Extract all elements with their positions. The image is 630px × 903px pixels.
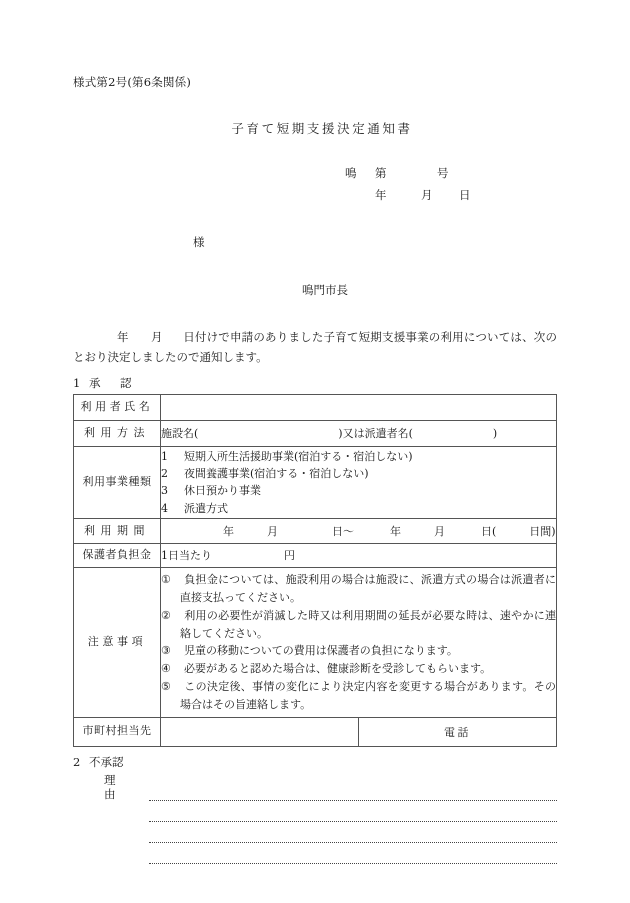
reason-line-holder [73, 847, 557, 864]
value-guardian-fee[interactable] [161, 544, 557, 568]
reason-block [73, 774, 557, 865]
value-usage-period[interactable] [161, 519, 557, 544]
reason-label: 理 由 [104, 772, 139, 801]
reference-prefix: 鳴 [345, 165, 357, 180]
note-item [161, 678, 556, 714]
note-index: ③ [161, 644, 171, 658]
document-title: 子育て短期支援決定通知書 [231, 120, 413, 136]
note-item [161, 660, 556, 678]
service-type-option[interactable] [161, 465, 556, 482]
table-row-usage-method [74, 420, 557, 446]
note-index: ⑤ [161, 680, 171, 694]
body-paragraph [73, 327, 557, 368]
period-end-year: 年 [390, 524, 401, 538]
label-usage-method: 利用方法 [74, 420, 161, 446]
section-approval-heading [73, 375, 557, 391]
value-notes [161, 568, 557, 718]
issue-day: 日 [459, 188, 471, 203]
fee-per-day-label: 1日当たり [161, 549, 212, 563]
reference-dai: 第 [375, 165, 387, 180]
label-municipal-contact: 市町村担当先 [74, 717, 161, 746]
period-start-day: 日～ [332, 524, 354, 538]
body-sentence: 日付けで申請のありました子育て短期支援事業の利用については、次のとおり決定しましたので通知します。 [73, 329, 557, 365]
table-row-notes [74, 568, 557, 718]
note-text: 必要があると認めた場合は、健康診断を受診してもらいます。 [184, 662, 492, 676]
reason-input-line[interactable] [149, 784, 557, 801]
service-type-index: 1 [161, 449, 168, 463]
value-user-name[interactable] [161, 394, 557, 420]
service-type-index: 3 [161, 484, 168, 498]
service-type-index: 2 [161, 467, 168, 481]
application-year: 年 [117, 329, 129, 344]
dispatch-name-suffix: ) [492, 426, 498, 440]
issue-year: 年 [375, 188, 387, 203]
table-row-municipal-contact [74, 717, 557, 746]
section-disapproval-label: 不承認 [89, 754, 124, 769]
period-total-days: 日間) [529, 524, 556, 538]
issuer-name: 鳴門市長 [302, 282, 348, 297]
service-type-list [161, 447, 556, 519]
service-type-option[interactable] [161, 500, 556, 517]
table-row-user-name [74, 394, 557, 420]
label-notes: 注意事項 [74, 568, 161, 718]
notes-list [161, 568, 556, 717]
service-type-text: 短期入所生活援助事業(宿泊する・宿泊しない) [184, 449, 413, 463]
title-row [73, 118, 557, 137]
service-type-text: 派遣方式 [184, 501, 228, 515]
note-text: 児童の移動についての費用は保護者の負担になります。 [184, 644, 458, 658]
note-index: ① [161, 573, 171, 587]
note-text: 利用の必要性が消滅した時又は利用期間の延長が必要な時は、速やかに連絡してください。 [180, 608, 556, 640]
section-disapproval-number: 2 [73, 754, 81, 769]
service-type-option[interactable] [161, 448, 556, 465]
document-body [73, 76, 557, 864]
label-telephone: 電話 [359, 717, 557, 746]
reason-input-line[interactable] [149, 847, 557, 864]
service-type-index: 4 [161, 501, 168, 515]
application-month: 月 [151, 329, 163, 344]
note-item [161, 642, 556, 660]
issue-date-line [345, 184, 557, 206]
service-type-text: 休日預かり事業 [184, 484, 261, 498]
service-type-text: 夜間養護事業(宿泊する・宿泊しない) [184, 467, 369, 481]
label-usage-period: 利用期間 [74, 519, 161, 544]
period-start-year: 年 [223, 524, 234, 538]
issue-month: 月 [421, 188, 433, 203]
period-start-month: 月 [267, 524, 278, 538]
issuer-line [73, 282, 557, 298]
reason-line-holder [73, 805, 557, 822]
note-index: ② [161, 608, 171, 622]
label-service-type: 利用事業種類 [74, 446, 161, 519]
facility-name-prefix: 施設名( [161, 426, 199, 440]
table-row-service-type [74, 446, 557, 519]
note-index: ④ [161, 662, 171, 676]
addressee-line [73, 234, 557, 250]
reason-input-line[interactable] [149, 826, 557, 843]
value-municipal-contact[interactable] [161, 717, 359, 746]
label-guardian-fee: 保護者負担金 [74, 544, 161, 568]
reference-block [73, 162, 557, 207]
value-service-type [161, 446, 557, 519]
period-end-month: 月 [434, 524, 445, 538]
value-usage-method[interactable] [161, 420, 557, 446]
fee-currency-unit: 円 [284, 549, 295, 563]
reason-input-line[interactable] [149, 805, 557, 822]
service-type-option[interactable] [161, 482, 556, 499]
label-user-name: 利用者氏名 [74, 394, 161, 420]
reference-number-line [345, 162, 557, 184]
section-disapproval-heading [73, 754, 557, 770]
note-item [161, 571, 556, 607]
reason-line-holder [73, 826, 557, 843]
section-approval-label: 承 認 [89, 375, 136, 390]
reference-go: 号 [437, 165, 449, 180]
note-text: この決定後、事情の変化により決定内容を変更する場合があります。その場合はその旨連絡します。 [180, 680, 556, 711]
period-end-day: 日( [481, 524, 497, 538]
reason-first-row [73, 774, 557, 802]
note-item [161, 607, 556, 643]
table-row-usage-period [74, 519, 557, 544]
section-approval-number: 1 [73, 375, 81, 390]
facility-name-suffix: )又は派遣者名( [338, 426, 413, 440]
addressee-honorific: 様 [193, 234, 205, 249]
table-row-guardian-fee [74, 544, 557, 568]
approval-table [73, 394, 557, 747]
note-text: 負担金については、施設利用の場合は施設に、派遣方式の場合は派遣者に直接支払ってください。 [180, 573, 556, 604]
form-number: 様式第2号(第6条関係) [73, 75, 192, 89]
